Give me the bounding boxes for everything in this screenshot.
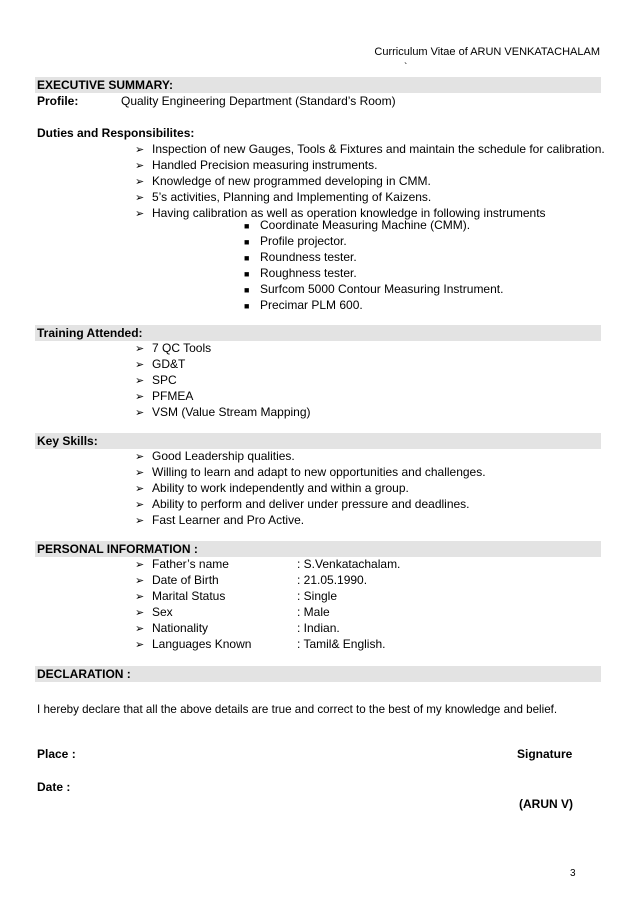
arrow-bullet-icon: ➢ — [135, 575, 145, 587]
page-header: Curriculum Vitae of ARUN VENKATACHALAM — [374, 46, 600, 58]
list-item: ■ Roundness tester. — [244, 250, 357, 264]
list-item: ➢ Having calibration as well as operation knowledge in following instruments — [135, 206, 546, 220]
list-item: ➢ PFMEA — [135, 389, 194, 403]
list-item: ■ Coordinate Measuring Machine (CMM). — [244, 218, 471, 232]
personal-information-heading: PERSONAL INFORMATION : — [35, 541, 601, 557]
list-item: ➢ Inspection of new Gauges, Tools & Fixtures and maintain the schedule for calibration. — [135, 142, 605, 156]
signature-label: Signature — [517, 747, 573, 761]
list-item: ➢ VSM (Value Stream Mapping) — [135, 405, 311, 419]
arrow-bullet-icon: ➢ — [135, 192, 145, 204]
arrow-bullet-icon: ➢ — [135, 375, 145, 387]
executive-summary-heading: EXECUTIVE SUMMARY: — [35, 77, 601, 93]
signatory-name: (ARUN V) — [519, 797, 573, 811]
arrow-bullet-icon: ➢ — [135, 407, 145, 419]
arrow-bullet-icon: ➢ — [135, 623, 145, 635]
square-bullet-icon: ■ — [244, 301, 250, 311]
arrow-bullet-icon: ➢ — [135, 451, 145, 463]
arrow-bullet-icon: ➢ — [135, 467, 145, 479]
list-item: ■ Precimar PLM 600. — [244, 298, 363, 312]
arrow-bullet-icon: ➢ — [135, 176, 145, 188]
list-item: ■ Roughness tester. — [244, 266, 357, 280]
list-item: ➢ Fast Learner and Pro Active. — [135, 513, 305, 527]
key-skills-heading: Key Skills: — [35, 433, 601, 449]
duties-heading: Duties and Responsibilites: — [37, 126, 195, 140]
declaration-text: I hereby declare that all the above details are true and correct to the best of my knowledge and belief. — [37, 703, 558, 716]
list-item: ➢ GD&T — [135, 357, 186, 371]
arrow-bullet-icon: ➢ — [135, 343, 145, 355]
page-number: 3 — [570, 868, 576, 879]
arrow-bullet-icon: ➢ — [135, 160, 145, 172]
list-item: ➢ Willing to learn and adapt to new opportunities and challenges. — [135, 465, 486, 479]
list-item: ➢ Ability to perform and deliver under pressure and deadlines. — [135, 497, 470, 511]
arrow-bullet-icon: ➢ — [135, 391, 145, 403]
square-bullet-icon: ■ — [244, 269, 250, 279]
arrow-bullet-icon: ➢ — [135, 559, 145, 571]
arrow-bullet-icon: ➢ — [135, 144, 145, 156]
list-item: ➢ Good Leadership qualities. — [135, 449, 295, 463]
arrow-bullet-icon: ➢ — [135, 607, 145, 619]
list-item: ➢ Knowledge of new programmed developing in CMM. — [135, 174, 431, 188]
list-item: ➢ Ability to work independently and within a group. — [135, 481, 409, 495]
profile-label: Profile: — [37, 94, 79, 108]
arrow-bullet-icon: ➢ — [135, 591, 145, 603]
list-item: ➢ 7 QC Tools — [135, 341, 212, 355]
list-item: ➢ Handled Precision measuring instruments. — [135, 158, 378, 172]
profile-value: Quality Engineering Department (Standard’s Room) — [121, 94, 396, 108]
list-item: ■ Surfcom 5000 Contour Measuring Instrument. — [244, 282, 504, 296]
list-item: ➢ SPC — [135, 373, 177, 387]
arrow-bullet-icon: ➢ — [135, 639, 145, 651]
square-bullet-icon: ■ — [244, 221, 250, 231]
list-item: ■ Profile projector. — [244, 234, 347, 248]
list-item: ➢ 5’s activities, Planning and Implementing of Kaizens. — [135, 190, 432, 204]
square-bullet-icon: ■ — [244, 253, 250, 263]
arrow-bullet-icon: ➢ — [135, 208, 145, 220]
header-mark: ` — [404, 62, 408, 73]
place-label: Place : — [37, 747, 76, 761]
training-heading: Training Attended: — [35, 325, 601, 341]
declaration-heading: DECLARATION : — [35, 666, 601, 682]
arrow-bullet-icon: ➢ — [135, 515, 145, 527]
arrow-bullet-icon: ➢ — [135, 359, 145, 371]
date-label: Date : — [37, 780, 71, 794]
arrow-bullet-icon: ➢ — [135, 499, 145, 511]
arrow-bullet-icon: ➢ — [135, 483, 145, 495]
square-bullet-icon: ■ — [244, 237, 250, 247]
square-bullet-icon: ■ — [244, 285, 250, 295]
